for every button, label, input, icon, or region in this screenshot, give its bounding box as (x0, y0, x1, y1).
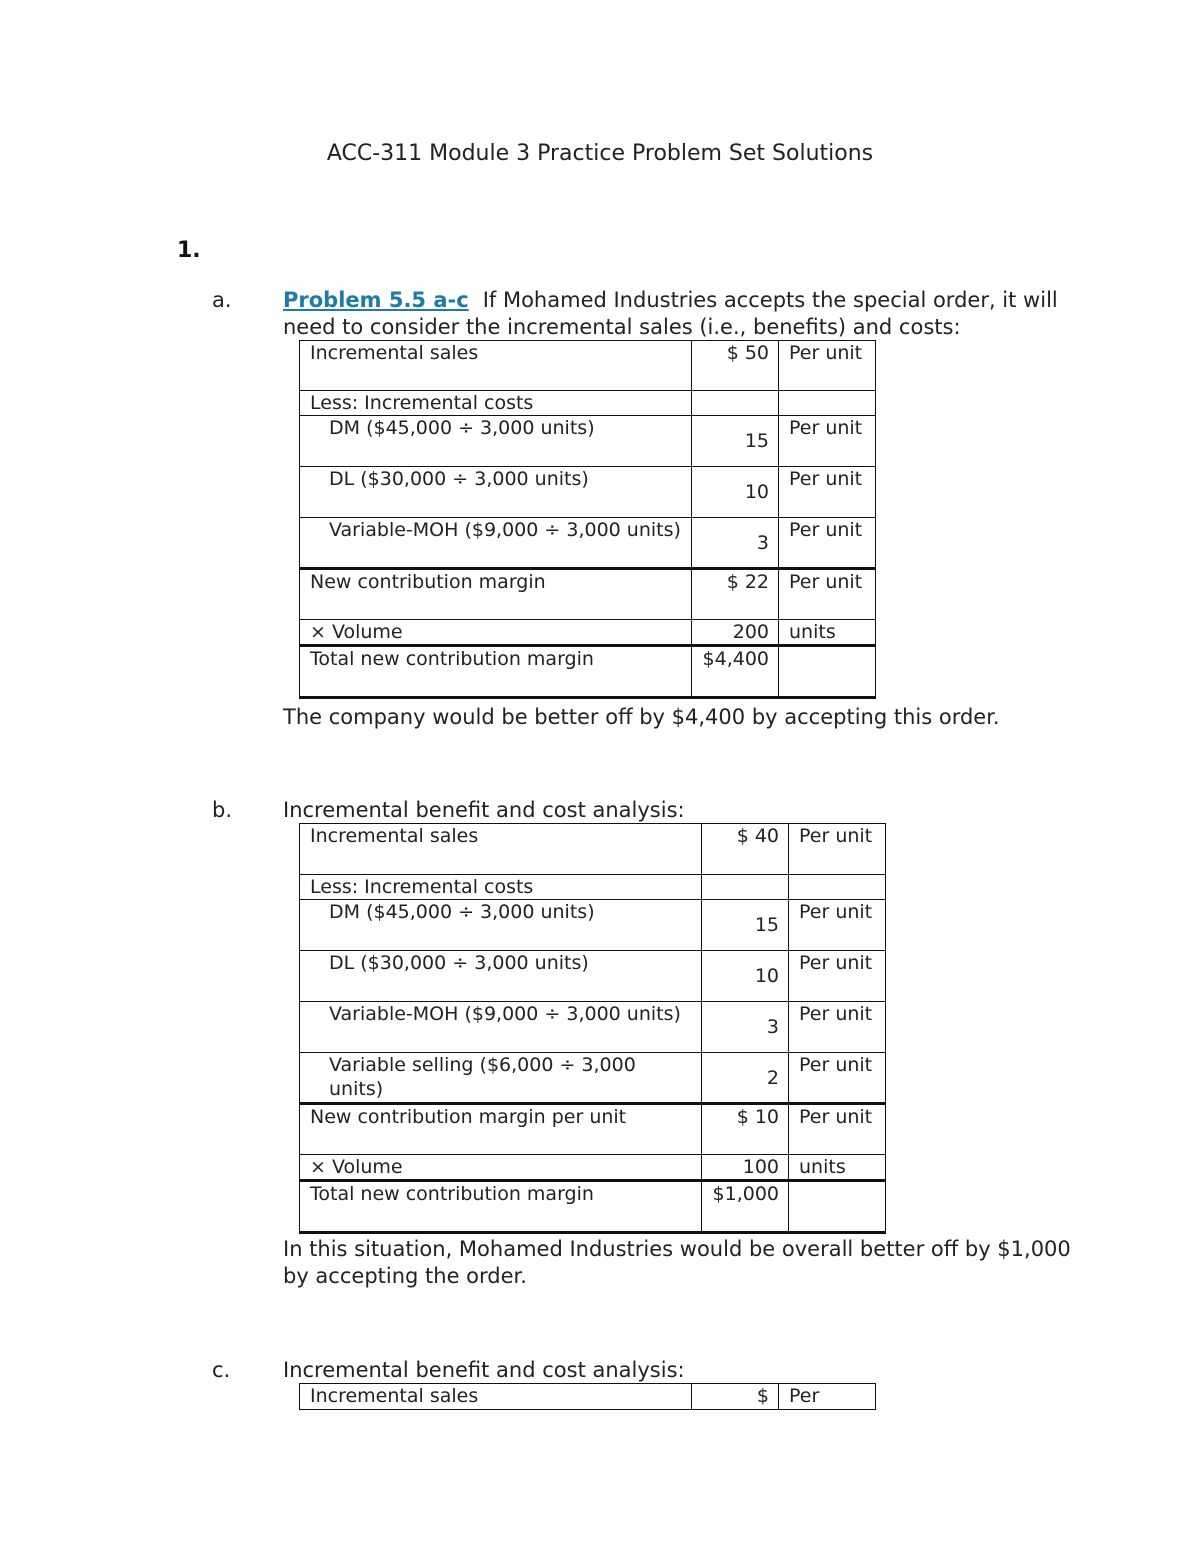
table-row (300, 1155, 886, 1181)
row-label: Total new contribution margin (300, 646, 692, 698)
table-row (300, 1002, 886, 1053)
row-label: × Volume (300, 1155, 702, 1181)
question-number: 1. (177, 238, 201, 263)
part-b-table (299, 823, 886, 1234)
table-row (300, 646, 876, 698)
row-label: DM ($45,000 ÷ 3,000 units) (300, 416, 692, 467)
row-label: Less: Incremental costs (300, 391, 692, 416)
table-row (300, 900, 886, 951)
part-a-table (299, 340, 876, 699)
row-unit: Per unit (789, 1002, 886, 1053)
table-row (300, 875, 886, 900)
row-label: New contribution margin per unit (300, 1104, 702, 1155)
row-amount: 15 (692, 416, 779, 467)
table-row (300, 951, 886, 1002)
row-unit: units (789, 1155, 886, 1181)
row-unit (789, 1181, 886, 1233)
row-amount: 10 (692, 467, 779, 518)
part-c-intro: Incremental benefit and cost analysis: (283, 1358, 685, 1382)
row-label: New contribution margin (300, 569, 692, 620)
part-c-table (299, 1383, 876, 1410)
row-unit: Per unit (779, 467, 876, 518)
table-row (300, 341, 876, 391)
row-unit: Per (779, 1384, 876, 1410)
part-a-conclusion: The company would be better off by $4,400 by accepting this order. (283, 705, 1000, 729)
row-amount: $ 22 (692, 569, 779, 620)
row-amount: $ 40 (702, 824, 789, 875)
row-unit (779, 646, 876, 698)
row-unit: Per unit (779, 341, 876, 391)
part-a-intro (283, 287, 1073, 341)
row-label: Variable selling ($6,000 ÷ 3,000 units) (300, 1053, 702, 1104)
table-row (300, 391, 876, 416)
row-label: Incremental sales (300, 341, 692, 391)
row-unit: Per unit (779, 569, 876, 620)
table-row (300, 824, 886, 875)
row-label: × Volume (300, 620, 692, 646)
row-label: Incremental sales (300, 1384, 692, 1410)
row-amount: $ 50 (692, 341, 779, 391)
row-amount (702, 875, 789, 900)
row-amount: 200 (692, 620, 779, 646)
row-amount: 3 (692, 518, 779, 569)
row-amount: 2 (702, 1053, 789, 1104)
row-label: DL ($30,000 ÷ 3,000 units) (300, 467, 692, 518)
row-label: DL ($30,000 ÷ 3,000 units) (300, 951, 702, 1002)
table-row (300, 1384, 876, 1410)
part-b-intro: Incremental benefit and cost analysis: (283, 798, 685, 822)
row-label: Less: Incremental costs (300, 875, 702, 900)
row-label: Variable-MOH ($9,000 ÷ 3,000 units) (300, 1002, 702, 1053)
row-label: DM ($45,000 ÷ 3,000 units) (300, 900, 702, 951)
table-row (300, 1181, 886, 1233)
table-row (300, 416, 876, 467)
part-b-conclusion: In this situation, Mohamed Industries would be overall better off by $1,000 by accepting the order. (283, 1237, 1071, 1288)
part-a-marker: a. (212, 288, 232, 312)
table-row (300, 620, 876, 646)
row-unit: Per unit (789, 824, 886, 875)
row-unit: Per unit (779, 416, 876, 467)
row-label: Variable-MOH ($9,000 ÷ 3,000 units) (300, 518, 692, 569)
part-a-intro-text: If Mohamed Industries accepts the special order, it will need to consider the incremental sales (i.e., benefits) and costs: (283, 288, 1058, 339)
problem-link[interactable]: Problem 5.5 a-c (283, 288, 469, 312)
part-c-marker: c. (212, 1358, 231, 1382)
row-unit (789, 875, 886, 900)
row-amount: 3 (702, 1002, 789, 1053)
row-unit: units (779, 620, 876, 646)
row-unit: Per unit (789, 1104, 886, 1155)
row-unit: Per unit (779, 518, 876, 569)
row-unit: Per unit (789, 1053, 886, 1104)
row-unit (779, 391, 876, 416)
row-amount (692, 391, 779, 416)
row-amount: $1,000 (702, 1181, 789, 1233)
row-amount: 10 (702, 951, 789, 1002)
table-row (300, 1104, 886, 1155)
table-row (300, 1053, 886, 1104)
table-row (300, 569, 876, 620)
row-label: Incremental sales (300, 824, 702, 875)
document-title: ACC-311 Module 3 Practice Problem Set Solutions (326, 141, 874, 166)
part-b-marker: b. (212, 798, 233, 822)
row-unit: Per unit (789, 951, 886, 1002)
row-amount: $ 10 (702, 1104, 789, 1155)
row-amount: 100 (702, 1155, 789, 1181)
table-row (300, 518, 876, 569)
row-unit: Per unit (789, 900, 886, 951)
table-row (300, 467, 876, 518)
row-label: Total new contribution margin (300, 1181, 702, 1233)
row-amount: 15 (702, 900, 789, 951)
row-amount: $4,400 (692, 646, 779, 698)
row-amount: $ (692, 1384, 779, 1410)
